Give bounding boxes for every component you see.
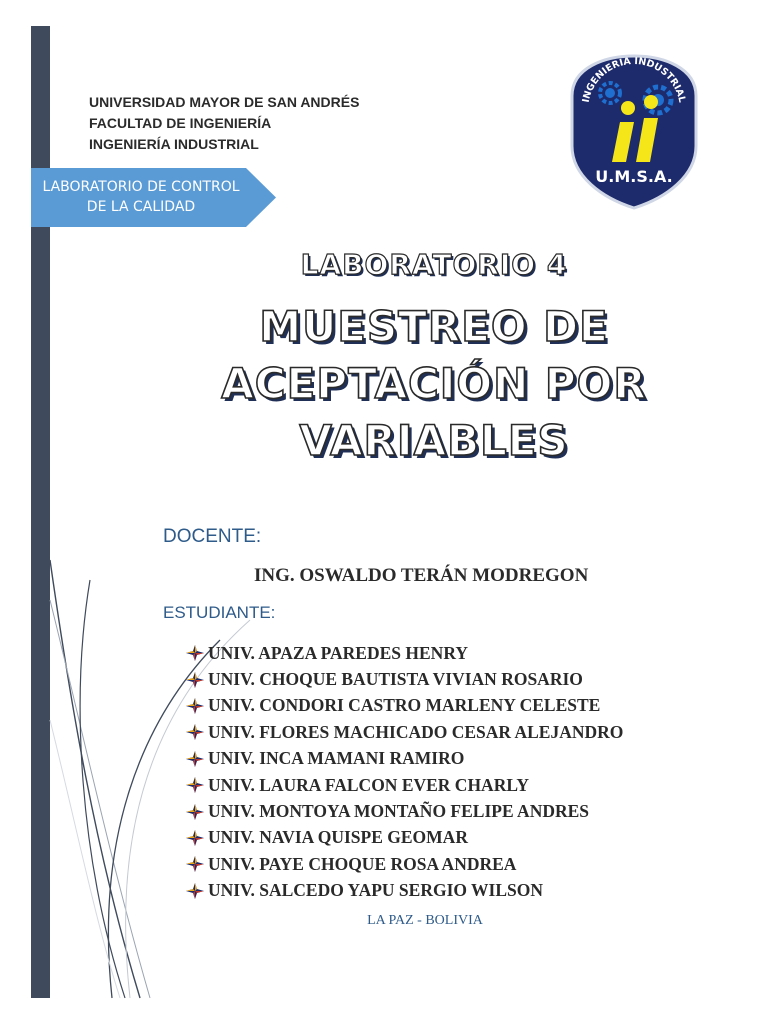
university-name: UNIVERSIDAD MAYOR DE SAN ANDRÉS bbox=[89, 94, 360, 110]
svg-text:INGENIERIA INDUSTRIAL: INGENIERIA INDUSTRIAL bbox=[580, 55, 688, 104]
star-bullet-icon bbox=[184, 671, 206, 689]
star-bullet-icon bbox=[184, 697, 206, 715]
student-name: UNIV. APAZA PAREDES HENRY bbox=[208, 642, 468, 663]
star-bullet-icon bbox=[184, 723, 206, 741]
docente-name: ING. OSWALDO TERÁN MODREGON bbox=[254, 565, 589, 586]
department-name: INGENIERÍA INDUSTRIAL bbox=[89, 136, 259, 152]
student-item bbox=[184, 719, 623, 745]
umsa-logo bbox=[568, 50, 700, 210]
star-bullet-icon bbox=[184, 644, 206, 662]
student-item bbox=[184, 878, 623, 904]
place-footer: LA PAZ - BOLIVIA bbox=[367, 913, 483, 928]
student-name: UNIV. FLORES MACHICADO CESAR ALEJANDRO bbox=[208, 721, 624, 742]
student-name: UNIV. PAYE CHOQUE ROSA ANDREA bbox=[208, 853, 517, 874]
banner-line-1: LABORATORIO DE CONTROL bbox=[42, 179, 240, 195]
student-name: UNIV. SALCEDO YAPU SERGIO WILSON bbox=[208, 880, 544, 901]
star-bullet-icon bbox=[184, 855, 206, 873]
star-bullet-icon bbox=[184, 829, 206, 847]
lab-number-title: LABORATORIO 4 bbox=[300, 248, 568, 281]
student-name: UNIV. NAVIA QUISPE GEOMAR bbox=[208, 827, 468, 848]
star-bullet-icon bbox=[184, 882, 206, 900]
star-bullet-icon bbox=[184, 776, 206, 794]
student-item bbox=[184, 666, 623, 692]
lab-banner-text bbox=[31, 177, 251, 217]
student-list bbox=[184, 640, 623, 904]
svg-text:U.M.S.A.: U.M.S.A. bbox=[595, 167, 673, 186]
student-name: UNIV. CHOQUE BAUTISTA VIVIAN ROSARIO bbox=[208, 669, 583, 690]
institution-block bbox=[89, 92, 359, 155]
student-item bbox=[184, 825, 623, 851]
student-name: UNIV. CONDORI CASTRO MARLENY CELESTE bbox=[208, 695, 601, 716]
student-item bbox=[184, 772, 623, 798]
main-title-line-3: VARIABLES bbox=[299, 416, 569, 465]
student-name: UNIV. INCA MAMANI RAMIRO bbox=[208, 748, 465, 769]
main-title-line-1: MUESTREO DE bbox=[259, 302, 609, 351]
student-item bbox=[184, 693, 623, 719]
estudiante-label: ESTUDIANTE: bbox=[163, 603, 276, 622]
star-bullet-icon bbox=[184, 750, 206, 768]
main-title bbox=[150, 298, 718, 469]
student-item bbox=[184, 746, 623, 772]
student-item bbox=[184, 851, 623, 877]
lab-banner bbox=[31, 168, 276, 227]
student-name: UNIV. LAURA FALCON EVER CHARLY bbox=[208, 774, 530, 795]
student-name: UNIV. MONTOYA MONTAÑO FELIPE ANDRES bbox=[208, 801, 590, 822]
docente-label: DOCENTE: bbox=[163, 526, 262, 547]
student-item bbox=[184, 640, 623, 666]
star-bullet-icon bbox=[184, 803, 206, 821]
banner-line-2: DE LA CALIDAD bbox=[86, 199, 196, 215]
student-item bbox=[184, 798, 623, 824]
main-title-line-2: ACEPTACIÓN POR bbox=[221, 359, 647, 408]
faculty-name: FACULTAD DE INGENIERÍA bbox=[89, 115, 272, 131]
